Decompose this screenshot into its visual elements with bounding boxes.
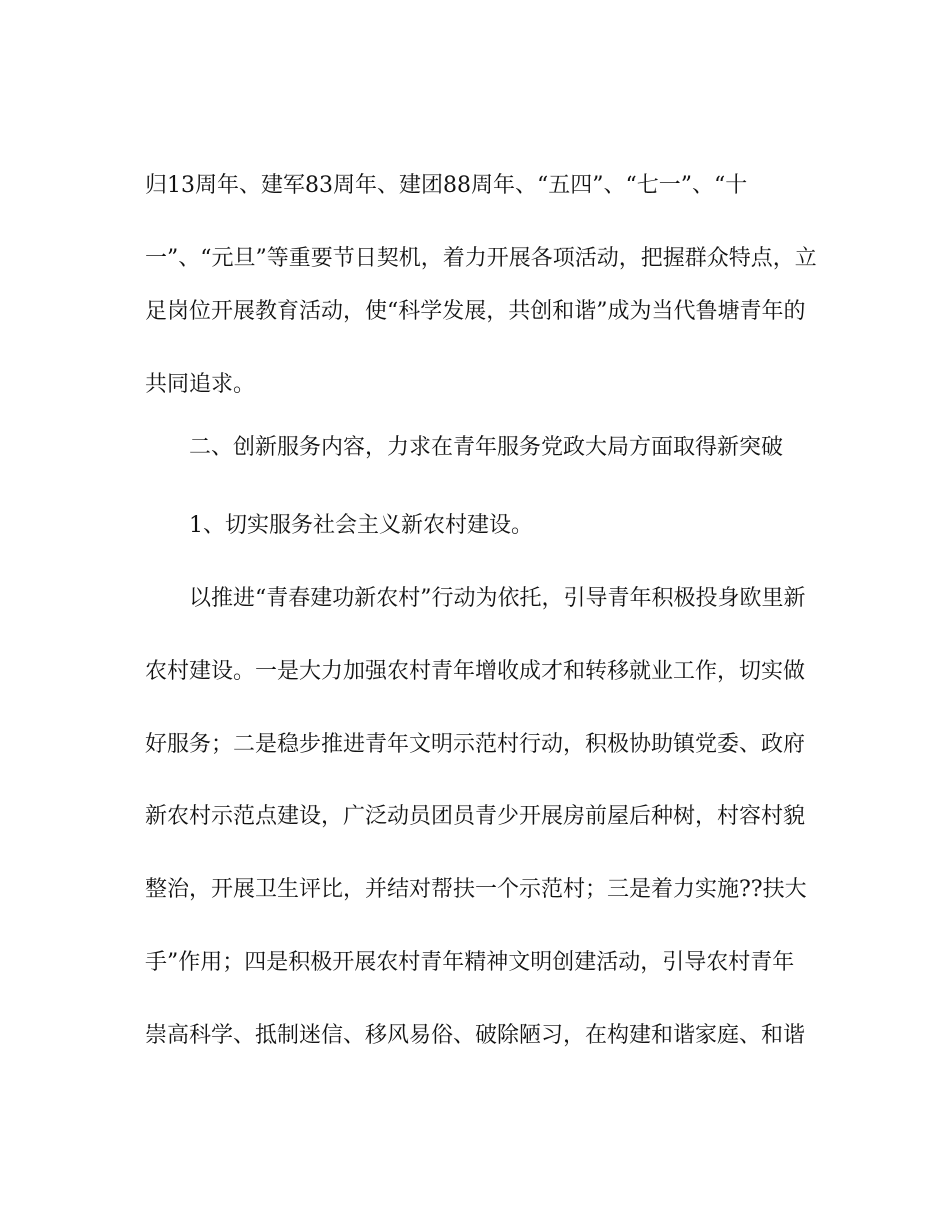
subsection-heading: 1、切实服务社会主义新农村建设。 (189, 513, 533, 538)
text-line: 新农村示范点建设，广泛动员团员青少开展房前屋后种树，村容村貌 (145, 804, 806, 829)
text-line: 农村建设。一是大力加强农村青年增收成才和转移就业工作，切实做 (145, 659, 806, 684)
text-line: 以推进“青春建功新农村”行动为依托，引导青年积极投身欧里新 (189, 586, 806, 611)
text-line: 手”作用；四是积极开展农村青年精神文明创建活动，引导农村青年 (145, 950, 795, 975)
section-heading: 二、创新服务内容，力求在青年服务党政大局方面取得新突破 (189, 435, 784, 460)
text-line: 崇高科学、抵制迷信、移风易俗、破除陋习，在构建和谐家庭、和谐 (145, 1023, 806, 1048)
text-line: 整治，开展卫生评比，并结对帮扶一个示范村；三是着力实施??扶大 (145, 877, 807, 902)
text-line: 共同追求。 (145, 372, 256, 397)
text-line: 足岗位开展教育活动，使“科学发展，共创和谐”成为当代鲁塘青年的 (145, 299, 806, 324)
text-line: 好服务；二是稳步推进青年文明示范村行动，积极协助镇党委、政府 (145, 732, 806, 757)
text-line: 归13周年、建军83周年、建团88周年、“五四”、“七一”、“十 (145, 173, 748, 198)
text-line: 一”、“元旦”等重要节日契机，着力开展各项活动，把握群众特点，立 (145, 246, 817, 271)
